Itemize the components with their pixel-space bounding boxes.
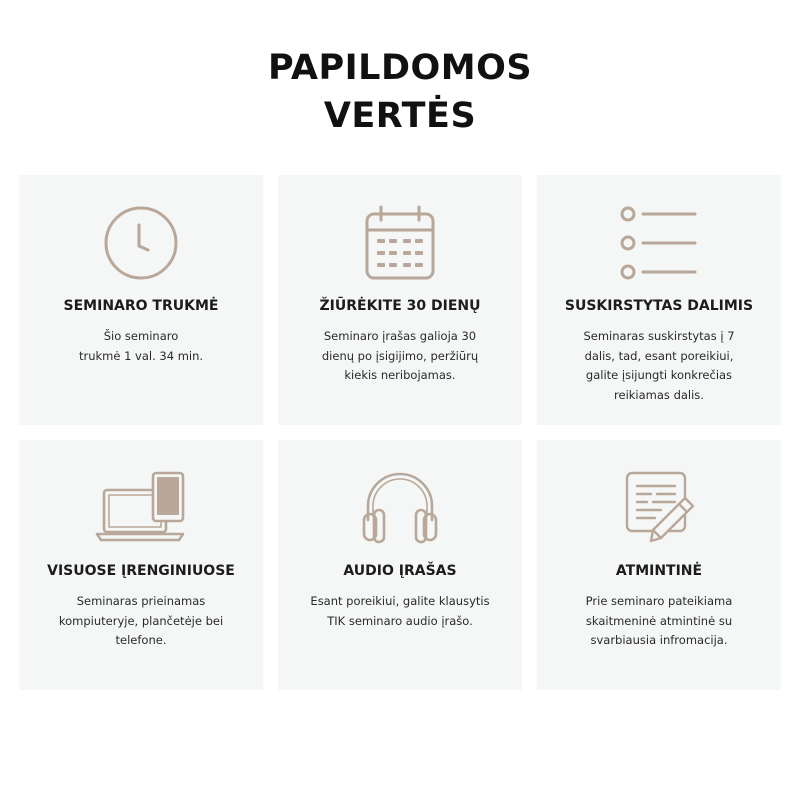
card-description (561, 327, 757, 405)
clock-icon (19, 203, 263, 283)
card-description-line: skaitmeninė atmintinė su (585, 613, 733, 628)
card-description (302, 327, 498, 386)
card-description-line: Šio seminaro (103, 329, 179, 343)
feature-card-notes (537, 440, 781, 690)
notes-pencil-icon (537, 468, 781, 548)
card-title: SEMINARO TRUKMĖ (63, 298, 219, 314)
card-description-line: dalis, tad, esant poreikiui, (584, 348, 734, 363)
card-title: SUSKIRSTYTAS DALIMIS (564, 298, 754, 314)
card-description-line: Seminaro įrašas galioja 30 (323, 329, 477, 343)
card-title: VISUOSE ĮRENGINIUOSE (47, 563, 235, 579)
card-description (43, 327, 239, 366)
card-title: AUDIO ĮRAŠAS (343, 563, 457, 579)
list-icon (537, 203, 781, 283)
devices-icon (19, 468, 263, 548)
feature-card-30-days (278, 175, 522, 425)
feature-card-duration (19, 175, 263, 425)
card-description-line: kiekis neribojamas. (344, 368, 456, 382)
card-description-line: Seminaras prieinamas (76, 594, 206, 608)
card-title: ATMINTINĖ (615, 563, 703, 579)
feature-card-audio (278, 440, 522, 690)
card-description (561, 592, 757, 651)
card-description-line: svarbiausia infromacija. (590, 633, 728, 647)
card-description-line: dienų po įsigijimo, peržiūrų (321, 348, 479, 363)
card-description-line: Prie seminaro pateikiama (585, 594, 733, 608)
page-title-line-1: PAPILDOMOS (267, 48, 533, 88)
card-description-line: trukmė 1 val. 34 min. (78, 348, 204, 363)
card-description-line: reikiamas dalis. (614, 387, 704, 402)
card-description-line: telefone. (115, 633, 167, 647)
page-title-line-2: VERTĖS (323, 96, 477, 136)
card-description (43, 592, 239, 651)
page-title (0, 44, 800, 140)
card-description-line: TIK seminaro audio įrašo. (327, 613, 473, 628)
card-description-line: Esant poreikiui, galite klausytis (310, 594, 490, 608)
feature-card-devices (19, 440, 263, 690)
headphones-icon (278, 468, 522, 548)
card-description-line: kompiuteryje, plančetėje bei (58, 613, 224, 628)
card-title: ŽIŪRĖKITE 30 DIENŲ (319, 298, 481, 314)
calendar-icon (278, 203, 522, 283)
card-description-line: Seminaras suskirstytas į 7 (583, 329, 735, 343)
feature-card-parts (537, 175, 781, 425)
card-description-line: galite įsijungti konkrečias (585, 368, 733, 382)
card-description (302, 592, 498, 631)
